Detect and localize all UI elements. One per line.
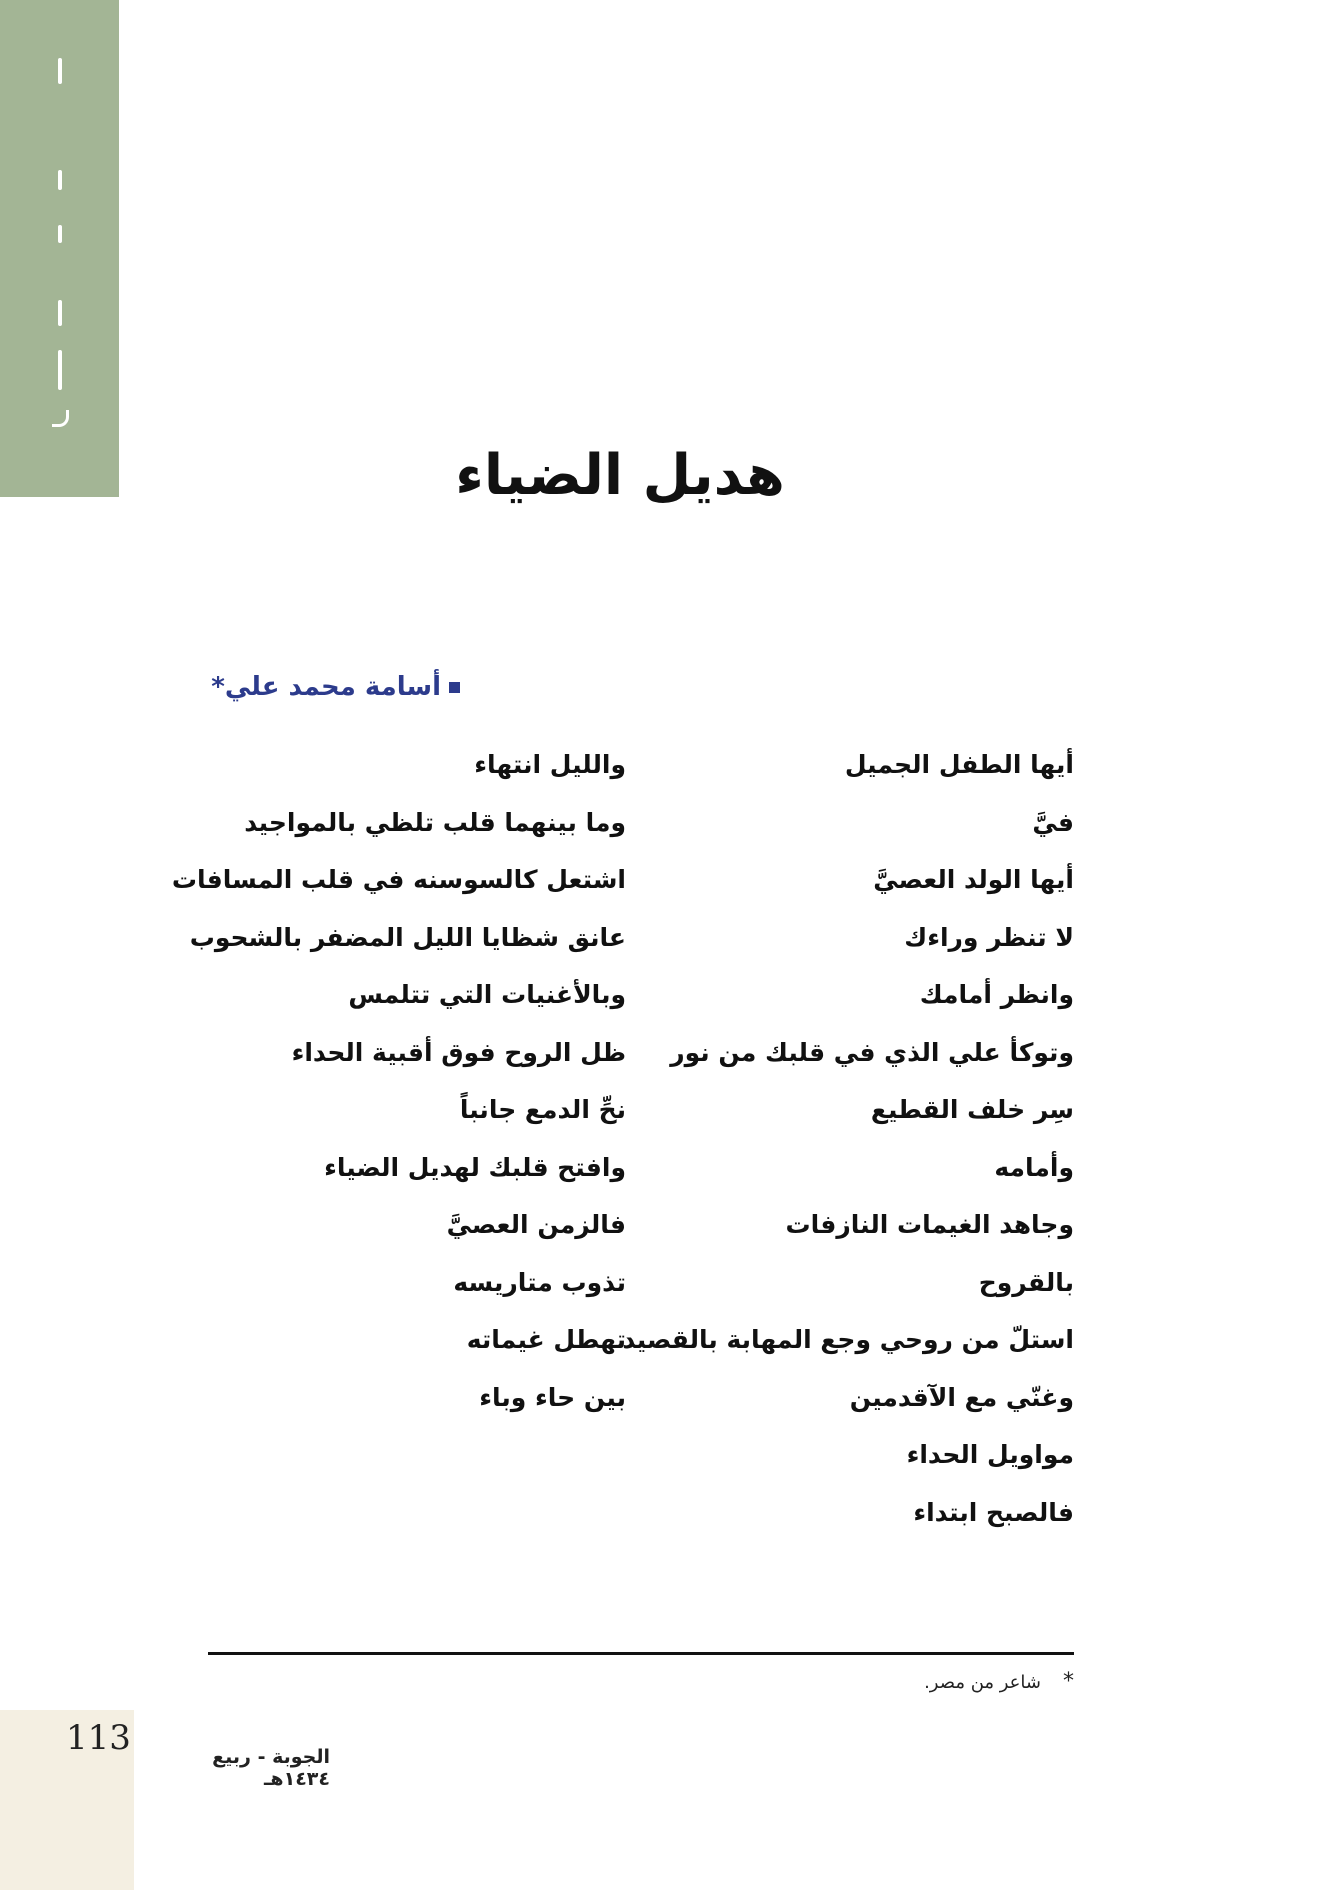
- poem-line: فيَّ: [1032, 807, 1074, 837]
- poem-line: وانظر أمامك: [919, 980, 1074, 1009]
- poem-line: عانق شظايا الليل المضفر بالشحوب: [189, 922, 626, 952]
- poem-line: استلّ من روحي وجع المهابة بالقصيد: [622, 1325, 1074, 1354]
- poem-line: أيها الولد العصيَّ: [873, 865, 1074, 894]
- poem-column-left: [171, 745, 626, 1435]
- poem-title: هديل الضياء: [455, 443, 785, 508]
- poem-line: أيها الطفل الجميل: [844, 750, 1074, 779]
- footnote: [700, 1669, 1074, 1694]
- poem-line: مواويل الحداء: [906, 1440, 1074, 1469]
- square-bullet-icon: [449, 682, 460, 693]
- poem-line: وأمامه: [994, 1152, 1074, 1182]
- footnote-text: شاعر من مصر.: [924, 1672, 1041, 1693]
- footnote-marker: *: [1063, 1669, 1074, 1694]
- footnote-divider: [208, 1652, 1074, 1655]
- poem-line: وتوكأ علي الذي في قلبك من نور: [670, 1037, 1074, 1067]
- poem-line: لا تنظر وراءك: [904, 922, 1074, 952]
- poem-line: والليل انتهاء: [474, 750, 626, 779]
- poem-line: فالصبح ابتداء: [913, 1497, 1074, 1527]
- poem-line: بالقروح: [978, 1267, 1074, 1297]
- poem-line: نحِّ الدمع جانباً: [459, 1095, 626, 1124]
- author-name: أسامة محمد علي*: [211, 672, 441, 702]
- section-side-tab: [0, 0, 119, 497]
- poem-line: سِر خلف القطيع: [870, 1095, 1074, 1124]
- poem-line: تذوب متاريسه: [453, 1267, 626, 1297]
- poem-line: تهطل غيماته: [466, 1325, 626, 1354]
- poem-column-right: [622, 745, 1074, 1550]
- poem-line: بين حاء وباء: [479, 1382, 626, 1412]
- poem-line: وافتح قلبك لهديل الضياء: [324, 1152, 626, 1182]
- page-number: 113: [66, 1718, 131, 1758]
- poem-line: ظل الروح فوق أقبية الحداء: [291, 1037, 626, 1067]
- author-byline: [200, 672, 460, 702]
- running-footer: الجوبة - ربيع ١٤٣٤هـ: [212, 1746, 330, 1790]
- poem-line: فالزمن العصيَّ: [446, 1210, 626, 1239]
- poem-line: وما بينهما قلب تلظي بالمواجيد: [244, 807, 626, 837]
- poem-line: اشتعل كالسوسنه في قلب المسافات: [171, 865, 626, 894]
- poem-line: وغنّي مع الآقدمين: [849, 1382, 1074, 1412]
- poem-line: وجاهد الغيمات النازفات: [785, 1210, 1074, 1239]
- poem-line: وبالأغنيات التي تتلمس: [348, 980, 626, 1009]
